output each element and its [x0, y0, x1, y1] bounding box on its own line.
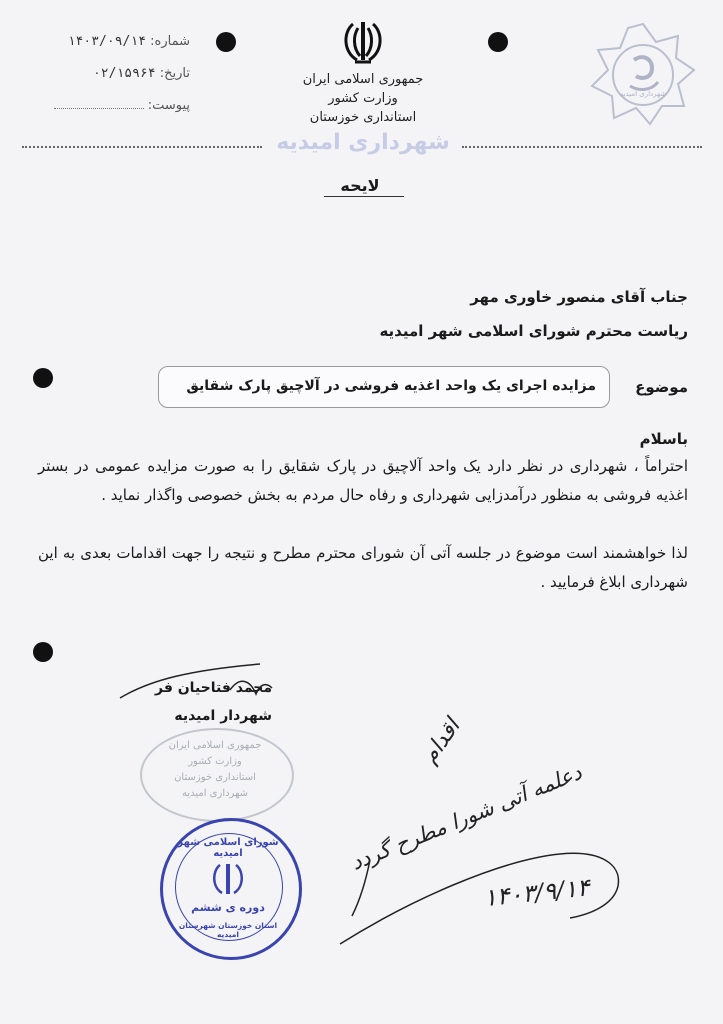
- header-divider-left: [22, 146, 262, 148]
- punch-hole-lower-left: [33, 642, 53, 662]
- handwritten-signature-stroke: [330, 820, 630, 950]
- greeting: باسلام: [639, 430, 688, 448]
- council-stamp-emblem-icon: [208, 861, 248, 897]
- country-name: جمهوری اسلامی ایران: [302, 72, 424, 87]
- handwritten-date: ۱۴۰۳/۹/۱۴: [482, 873, 592, 913]
- document-title: لایحه: [340, 176, 380, 195]
- council-stamp-middle: دوره ی ششم: [191, 901, 265, 914]
- recipient-name: جناب آقای منصور خاوری مهر: [470, 288, 688, 306]
- council-stamp-top: شورای اسلامی شهر امیدیه: [177, 837, 279, 859]
- number-value: ۱۴۰۳/۰۹/۱۴: [67, 34, 147, 49]
- council-stamp-bottom: استان خوزستان شهرستان امیدیه: [178, 921, 278, 939]
- punch-hole-top-right: [488, 32, 508, 52]
- paragraph-2: لذا خواهشمند است موضوع در جلسه آتی آن شورای محترم مطرح و نتیجه را جهت اقدامات بعدی به این شهرداری ابلاغ فرمایید .: [38, 544, 688, 591]
- iran-emblem-icon: [335, 14, 391, 70]
- faded-stamp-line-2: وزارت کشور: [188, 756, 242, 767]
- title-underline: [324, 196, 404, 197]
- subject-text: مزایده اجرای یک واحد اغذیه فروشی در آلاچیق پارک شقایق: [186, 378, 596, 394]
- recipient-title: ریاست محترم شورای اسلامی شهر امیدیه: [379, 322, 688, 340]
- handwritten-note-2: دعلمه آتی شورا مطرح گردد: [347, 760, 586, 875]
- attachment-label: پیوست:: [147, 98, 190, 113]
- faded-stamp-line-1: جمهوری اسلامی ایران: [168, 740, 262, 751]
- municipality-logo: [588, 20, 698, 130]
- municipality-logo-icon: [588, 20, 698, 130]
- signer-name: محمد فتاحیان فر: [154, 680, 272, 696]
- faded-stamp-text: [150, 738, 280, 802]
- date-value: ۰۲/۱۵۹۶۴: [92, 66, 156, 81]
- logo-caption: شهرداری امیدیه: [619, 90, 667, 98]
- header-divider-right: [462, 146, 702, 148]
- number-row: [30, 34, 190, 49]
- attachment-row: [30, 98, 190, 113]
- handwritten-note-1: اقدام: [417, 714, 466, 769]
- attachment-dots: [54, 100, 144, 109]
- province-name: استانداری خوزستان: [309, 110, 417, 125]
- council-stamp: [160, 818, 302, 960]
- date-label: تاریخ:: [159, 66, 190, 81]
- ministry-name: وزارت کشور: [328, 91, 398, 106]
- faded-stamp-line-3: استانداری خوزستان: [174, 772, 256, 783]
- number-label: شماره:: [150, 34, 190, 49]
- municipality-title: شهرداری امیدیه: [276, 130, 450, 155]
- header-center: [263, 70, 463, 127]
- mayor-signature-scribble: [110, 650, 280, 710]
- date-row: [30, 66, 190, 81]
- paragraph-1: احتراماً ، شهرداری در نظر دارد یک واحد آلاچیق در پارک شقایق را به صورت مزایده عمومی در بستر اغذیه فروشی به منظور درآمدزایی شهرداری و رفاه حال مردم به بخش خصوصی واگذار نماید .: [38, 457, 688, 504]
- punch-hole-top-left: [216, 32, 236, 52]
- signer-role: شهردار امیدیه: [174, 708, 272, 724]
- faded-stamp-line-4: شهرداری امیدیه: [181, 788, 249, 799]
- subject-label: موضوع: [635, 378, 688, 396]
- punch-hole-middle-left: [33, 368, 53, 388]
